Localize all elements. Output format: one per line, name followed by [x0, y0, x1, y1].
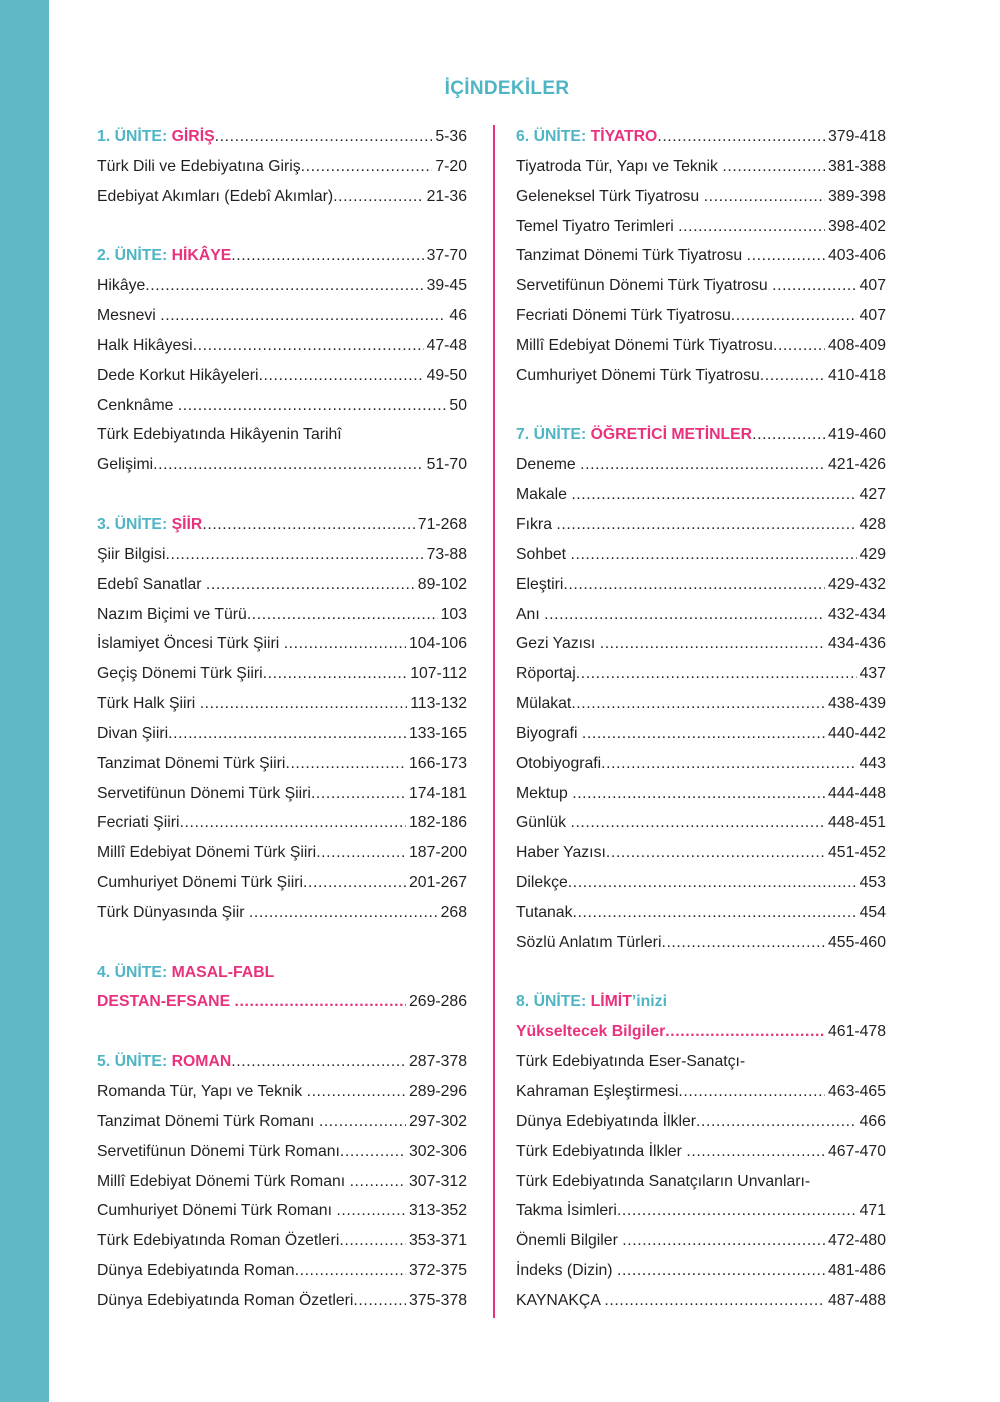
- entry-title: Otobiyografi .....: [516, 749, 857, 779]
- toc-entry[interactable]: [516, 749, 886, 779]
- entry-title: Dede Korkut Hikâyeleri .....: [97, 361, 424, 391]
- toc-entry[interactable]: [516, 868, 886, 898]
- entry-title: Deneme .....: [516, 450, 825, 480]
- toc-entry[interactable]: [97, 1167, 467, 1197]
- toc-entry[interactable]: [516, 659, 886, 689]
- page-range: 269-286: [409, 993, 467, 1011]
- entry-title: Hikâye .....: [97, 271, 424, 301]
- entry-title: Geçiş Dönemi Türk Şiiri .....: [97, 659, 407, 689]
- toc-entry[interactable]: [516, 1077, 886, 1107]
- toc-unit-1[interactable]: [97, 122, 467, 152]
- entry-title: Tutanak .....: [516, 898, 857, 928]
- toc-entry[interactable]: [97, 629, 467, 659]
- entry-title: Servetifünun Dönemi Türk Şiiri .....: [97, 779, 406, 809]
- unit-label: 6. ÜNİTE:: [516, 128, 591, 145]
- toc-entry[interactable]: [516, 241, 886, 271]
- toc-unit-5[interactable]: [97, 1047, 467, 1077]
- toc-entry[interactable]: [516, 1256, 886, 1286]
- unit-title: LİMİT: [590, 993, 632, 1011]
- entry-title: Divan Şiiri .....: [97, 719, 406, 749]
- entry-title: Türk Edebiyatında İlkler .....: [516, 1137, 825, 1167]
- entry-title: Cumhuriyet Dönemi Türk Romanı .....: [97, 1196, 406, 1226]
- toc-left-column: [97, 122, 467, 1316]
- entry-title: Kahraman Eşleştirmesi .....: [516, 1077, 825, 1107]
- page-range: 46: [449, 307, 467, 325]
- toc-entry[interactable]: [97, 779, 467, 809]
- page-range: 37-70: [426, 247, 467, 265]
- page-range: 440-442: [828, 724, 886, 742]
- unit-label: 7. ÜNİTE:: [516, 426, 591, 444]
- entry-title: Şiir Bilgisi .....: [97, 540, 424, 570]
- unit-title: TİYATRO: [590, 128, 658, 145]
- entry-title: Fıkra .....: [516, 510, 857, 540]
- page-range: 297-302: [409, 1112, 467, 1130]
- toc-entry[interactable]: [97, 182, 467, 212]
- page-range: 353-371: [409, 1232, 467, 1250]
- page-range: 443: [859, 754, 886, 772]
- toc-entry-text: Türk Edebiyatında Hikâyenin Tarihî: [97, 426, 342, 444]
- page-range: 487-488: [828, 1291, 886, 1309]
- entry-title: Dünya Edebiyatında İlkler .....: [516, 1107, 857, 1137]
- page-range: 428: [859, 515, 886, 533]
- page-range: 463-465: [828, 1083, 886, 1100]
- toc-entry[interactable]: [97, 391, 467, 421]
- unit-label: 3. ÜNİTE:: [97, 515, 172, 533]
- page-range: 407: [859, 277, 886, 295]
- entry-title: Millî Edebiyat Dönemi Türk Romanı .....: [97, 1167, 406, 1197]
- page-range: 166-173: [409, 754, 467, 772]
- toc-entry[interactable]: [516, 838, 886, 868]
- entry-title: Biyografi .....: [516, 719, 825, 749]
- toc-entry[interactable]: [516, 719, 886, 749]
- page-range: 268: [440, 903, 467, 921]
- page-range: 113-132: [410, 695, 467, 713]
- entry-title: Dünya Edebiyatında Roman .....: [97, 1256, 406, 1286]
- page-title: İÇİNDEKİLER: [444, 78, 570, 99]
- page-range: 408-409: [828, 336, 886, 354]
- page-range: 104-106: [409, 635, 467, 653]
- toc-entry[interactable]: [97, 868, 467, 898]
- page-range: 39-45: [426, 277, 467, 295]
- page-range: 375-378: [409, 1291, 467, 1309]
- entry-title: Cumhuriyet Dönemi Türk Şiiri .....: [97, 868, 406, 898]
- entry-title: Mesnevi .....: [97, 301, 446, 331]
- entry-title: Fecriati Şiiri .....: [97, 808, 406, 838]
- toc-entry[interactable]: [516, 212, 886, 242]
- unit-label: 8. ÜNİTE:: [516, 993, 591, 1011]
- page-range: 472-480: [828, 1232, 886, 1250]
- toc-entry[interactable]: [97, 600, 467, 630]
- entry-title: Mülakat .....: [516, 689, 825, 719]
- page-range: 481-486: [828, 1262, 886, 1280]
- entry-title: Dünya Edebiyatında Roman Özetleri .....: [97, 1286, 406, 1316]
- page-range: 133-165: [409, 724, 467, 742]
- entry-title: İslamiyet Öncesi Türk Şiiri .....: [97, 629, 406, 659]
- unit-label: 1. ÜNİTE:: [97, 128, 172, 145]
- toc-entry[interactable]: [97, 898, 467, 928]
- page-range: 381-388: [828, 157, 886, 175]
- entry-title: Millî Edebiyat Dönemi Türk Tiyatrosu .....: [516, 331, 825, 361]
- toc-unit-4[interactable]: [97, 958, 467, 988]
- toc-entry[interactable]: [97, 1286, 467, 1316]
- unit-title: ROMAN: [171, 1053, 232, 1071]
- page-range: 467-470: [828, 1142, 886, 1160]
- page-range: 466: [859, 1112, 886, 1130]
- toc-entry[interactable]: [97, 1077, 467, 1107]
- entry-title: Günlük .....: [516, 808, 825, 838]
- toc-unit-3[interactable]: [97, 510, 467, 540]
- page-range: 437: [859, 665, 886, 683]
- page-range: 448-451: [828, 814, 886, 832]
- entry-title: Servetifünun Dönemi Türk Romanı .....: [97, 1137, 406, 1167]
- toc-entry[interactable]: [97, 808, 467, 838]
- page-range: 107-112: [410, 665, 467, 683]
- toc-entry[interactable]: [97, 331, 467, 361]
- toc-entry[interactable]: [516, 898, 886, 928]
- toc-entry[interactable]: [97, 271, 467, 301]
- page-range: 49-50: [426, 366, 467, 384]
- toc-entry[interactable]: [97, 838, 467, 868]
- unit-label: 5. ÜNİTE:: [97, 1053, 172, 1071]
- toc-entry[interactable]: [97, 689, 467, 719]
- page-range: 453: [859, 874, 886, 892]
- toc-unit-8-cont[interactable]: [516, 1017, 886, 1047]
- entry-title: Millî Edebiyat Dönemi Türk Şiiri .....: [97, 838, 406, 868]
- entry-title: Geleneksel Türk Tiyatrosu .....: [516, 182, 825, 212]
- entry-title: Türk Dünyasında Şiir .....: [97, 898, 438, 928]
- column-divider: [493, 125, 495, 1318]
- page-range: 451-452: [828, 844, 886, 862]
- entry-title: Fecriati Dönemi Türk Tiyatrosu .....: [516, 301, 857, 331]
- page-range: 379-418: [828, 128, 886, 145]
- page-range: 73-88: [426, 545, 467, 563]
- toc-entry[interactable]: [516, 480, 886, 510]
- unit-title: ÖĞRETİCİ METİNLER: [590, 426, 753, 444]
- toc-entry[interactable]: [516, 450, 886, 480]
- toc-entry[interactable]: [516, 301, 886, 331]
- toc-entry[interactable]: [516, 928, 886, 958]
- toc-entry[interactable]: [516, 808, 886, 838]
- page-range: 50: [449, 396, 467, 414]
- toc-unit-7[interactable]: [516, 420, 886, 450]
- page-range: 454: [859, 903, 886, 921]
- page-range: 103: [440, 605, 467, 623]
- page-range: 313-352: [409, 1202, 467, 1220]
- page-range: 455-460: [828, 933, 886, 951]
- entry-title: Dilekçe .....: [516, 868, 857, 898]
- entry-title: Tanzimat Dönemi Türk Tiyatrosu .....: [516, 241, 825, 271]
- toc-entry[interactable]: [97, 301, 467, 331]
- toc-unit-8[interactable]: [516, 987, 886, 1017]
- toc-entry[interactable]: [516, 1137, 886, 1167]
- toc-entry[interactable]: [97, 450, 467, 480]
- entry-title: Tiyatroda Tür, Yapı ve Teknik .....: [516, 152, 825, 182]
- entry-title: Türk Edebiyatında Roman Özetleri .....: [97, 1226, 406, 1256]
- toc-entry[interactable]: [97, 361, 467, 391]
- entry-title: İndeks (Dizin) .....: [516, 1256, 825, 1286]
- entry-title: Nazım Biçimi ve Türü .....: [97, 600, 438, 630]
- page-range: 438-439: [828, 695, 886, 713]
- toc-entry[interactable]: [516, 182, 886, 212]
- page-range: 461-478: [828, 1023, 886, 1041]
- page-range: 398-402: [828, 217, 886, 235]
- page-range: 201-267: [409, 874, 467, 892]
- toc-entry[interactable]: [97, 1226, 467, 1256]
- toc-unit-6[interactable]: [516, 122, 886, 152]
- page-range: 5-36: [435, 128, 467, 145]
- page-range: 287-378: [409, 1053, 467, 1071]
- page-range: 434-436: [828, 635, 886, 653]
- entry-title: Tanzimat Dönemi Türk Şiiri .....: [97, 749, 406, 779]
- entry-title: Servetifünun Dönemi Türk Tiyatrosu .....: [516, 271, 857, 301]
- toc-entry[interactable]: [516, 629, 886, 659]
- toc-entry[interactable]: [516, 779, 886, 809]
- unit-title-cont: DESTAN-EFSANE .....: [97, 987, 406, 1017]
- toc-entry[interactable]: [97, 152, 467, 182]
- unit-title: GİRİŞ: [171, 128, 215, 145]
- unit-title-suffix: ’inizi: [631, 993, 667, 1011]
- entry-title: Cenknâme .....: [97, 391, 446, 421]
- page-range: 289-296: [409, 1083, 467, 1100]
- toc-entry[interactable]: [97, 1137, 467, 1167]
- entry-title: Türk Dili ve Edebiyatına Giriş .....: [97, 152, 432, 182]
- entry-title: KAYNAKÇA .....: [516, 1286, 825, 1316]
- page-range: 471: [859, 1202, 886, 1220]
- entry-title: Gezi Yazısı .....: [516, 629, 825, 659]
- toc-entry[interactable]: [516, 540, 886, 570]
- toc-entry[interactable]: [516, 331, 886, 361]
- page-range: 427: [859, 486, 886, 504]
- entry-title: Anı .....: [516, 600, 825, 630]
- unit-title-cont: Yükseltecek Bilgiler .....: [516, 1017, 825, 1047]
- page-range: 47-48: [426, 336, 467, 354]
- page-range: 429-432: [828, 575, 886, 593]
- toc-entry[interactable]: [97, 719, 467, 749]
- unit-title: HİKÂYE: [171, 247, 232, 265]
- page-range: 421-426: [828, 456, 886, 474]
- entry-title: Mektup .....: [516, 779, 825, 809]
- page-range: 7-20: [435, 157, 467, 175]
- toc-entry[interactable]: [516, 361, 886, 391]
- page-range: 89-102: [417, 575, 467, 593]
- entry-title: Eleştiri .....: [516, 570, 825, 600]
- page-range: 429: [859, 545, 886, 563]
- entry-title: Cumhuriyet Dönemi Türk Tiyatrosu .....: [516, 361, 825, 391]
- toc-entry[interactable]: [516, 1286, 886, 1316]
- toc-entry[interactable]: [516, 271, 886, 301]
- entry-title: Röportaj .....: [516, 659, 857, 689]
- entry-title: Sohbet .....: [516, 540, 857, 570]
- toc-entry-text: Türk Edebiyatında Eser-Sanatçı-: [516, 1053, 746, 1071]
- page-range: 187-200: [409, 844, 467, 862]
- toc-entry[interactable]: [516, 1107, 886, 1137]
- entry-title: Haber Yazısı .....: [516, 838, 825, 868]
- toc-entry[interactable]: [97, 540, 467, 570]
- toc-entry[interactable]: [516, 152, 886, 182]
- page-range: 410-418: [828, 366, 886, 384]
- entry-title: Takma İsimleri .....: [516, 1196, 857, 1226]
- toc-entry[interactable]: [97, 1256, 467, 1286]
- entry-title: Temel Tiyatro Terimleri .....: [516, 212, 825, 242]
- page-range: 444-448: [828, 784, 886, 802]
- entry-title: Edebiyat Akımları (Edebî Akımlar) .....: [97, 182, 424, 212]
- page-range: 403-406: [828, 247, 886, 265]
- toc-unit-2[interactable]: [97, 241, 467, 271]
- entry-title: Romanda Tür, Yapı ve Teknik .....: [97, 1077, 406, 1107]
- side-color-band: [0, 0, 49, 1402]
- page-range: 407: [859, 307, 886, 325]
- page-range: 21-36: [426, 187, 467, 205]
- entry-title: Makale .....: [516, 480, 857, 510]
- unit-label: 4. ÜNİTE:: [97, 963, 172, 981]
- unit-title: MASAL-FABL: [171, 963, 275, 981]
- toc-entry-text: Türk Edebiyatında Sanatçıların Unvanları-: [516, 1172, 811, 1190]
- toc-entry[interactable]: [97, 749, 467, 779]
- toc-unit-4-cont[interactable]: [97, 987, 467, 1017]
- toc-entry[interactable]: [516, 570, 886, 600]
- unit-label: 2. ÜNİTE:: [97, 247, 172, 265]
- page-range: 182-186: [409, 814, 467, 832]
- toc-entry[interactable]: [516, 1226, 886, 1256]
- entry-title: Tanzimat Dönemi Türk Romanı .....: [97, 1107, 406, 1137]
- page-range: 432-434: [828, 605, 886, 623]
- page-range: 389-398: [828, 187, 886, 205]
- page-range: 71-268: [417, 515, 467, 533]
- page-range: 419-460: [828, 426, 886, 444]
- toc-entry[interactable]: [516, 600, 886, 630]
- page-range: 372-375: [409, 1262, 467, 1280]
- toc-right-column: [516, 122, 886, 1316]
- toc-entry[interactable]: [516, 1196, 886, 1226]
- entry-title: Edebî Sanatlar .....: [97, 570, 415, 600]
- toc-entry[interactable]: [97, 1107, 467, 1137]
- toc-entry[interactable]: [516, 689, 886, 719]
- page-range: 302-306: [409, 1142, 467, 1160]
- entry-title: Sözlü Anlatım Türleri .....: [516, 928, 825, 958]
- entry-title: Halk Hikâyesi .....: [97, 331, 424, 361]
- toc-entry[interactable]: [97, 659, 467, 689]
- page-range: 174-181: [409, 784, 467, 802]
- toc-entry[interactable]: [97, 1196, 467, 1226]
- unit-title: ŞİİR: [171, 515, 203, 533]
- toc-entry[interactable]: [516, 510, 886, 540]
- toc-entry[interactable]: [97, 570, 467, 600]
- page-range: 307-312: [409, 1172, 467, 1190]
- entry-title: Gelişimi .....: [97, 450, 424, 480]
- page-range: 51-70: [426, 456, 467, 474]
- entry-title: Önemli Bilgiler .....: [516, 1226, 825, 1256]
- entry-title: Türk Halk Şiiri .....: [97, 689, 407, 719]
